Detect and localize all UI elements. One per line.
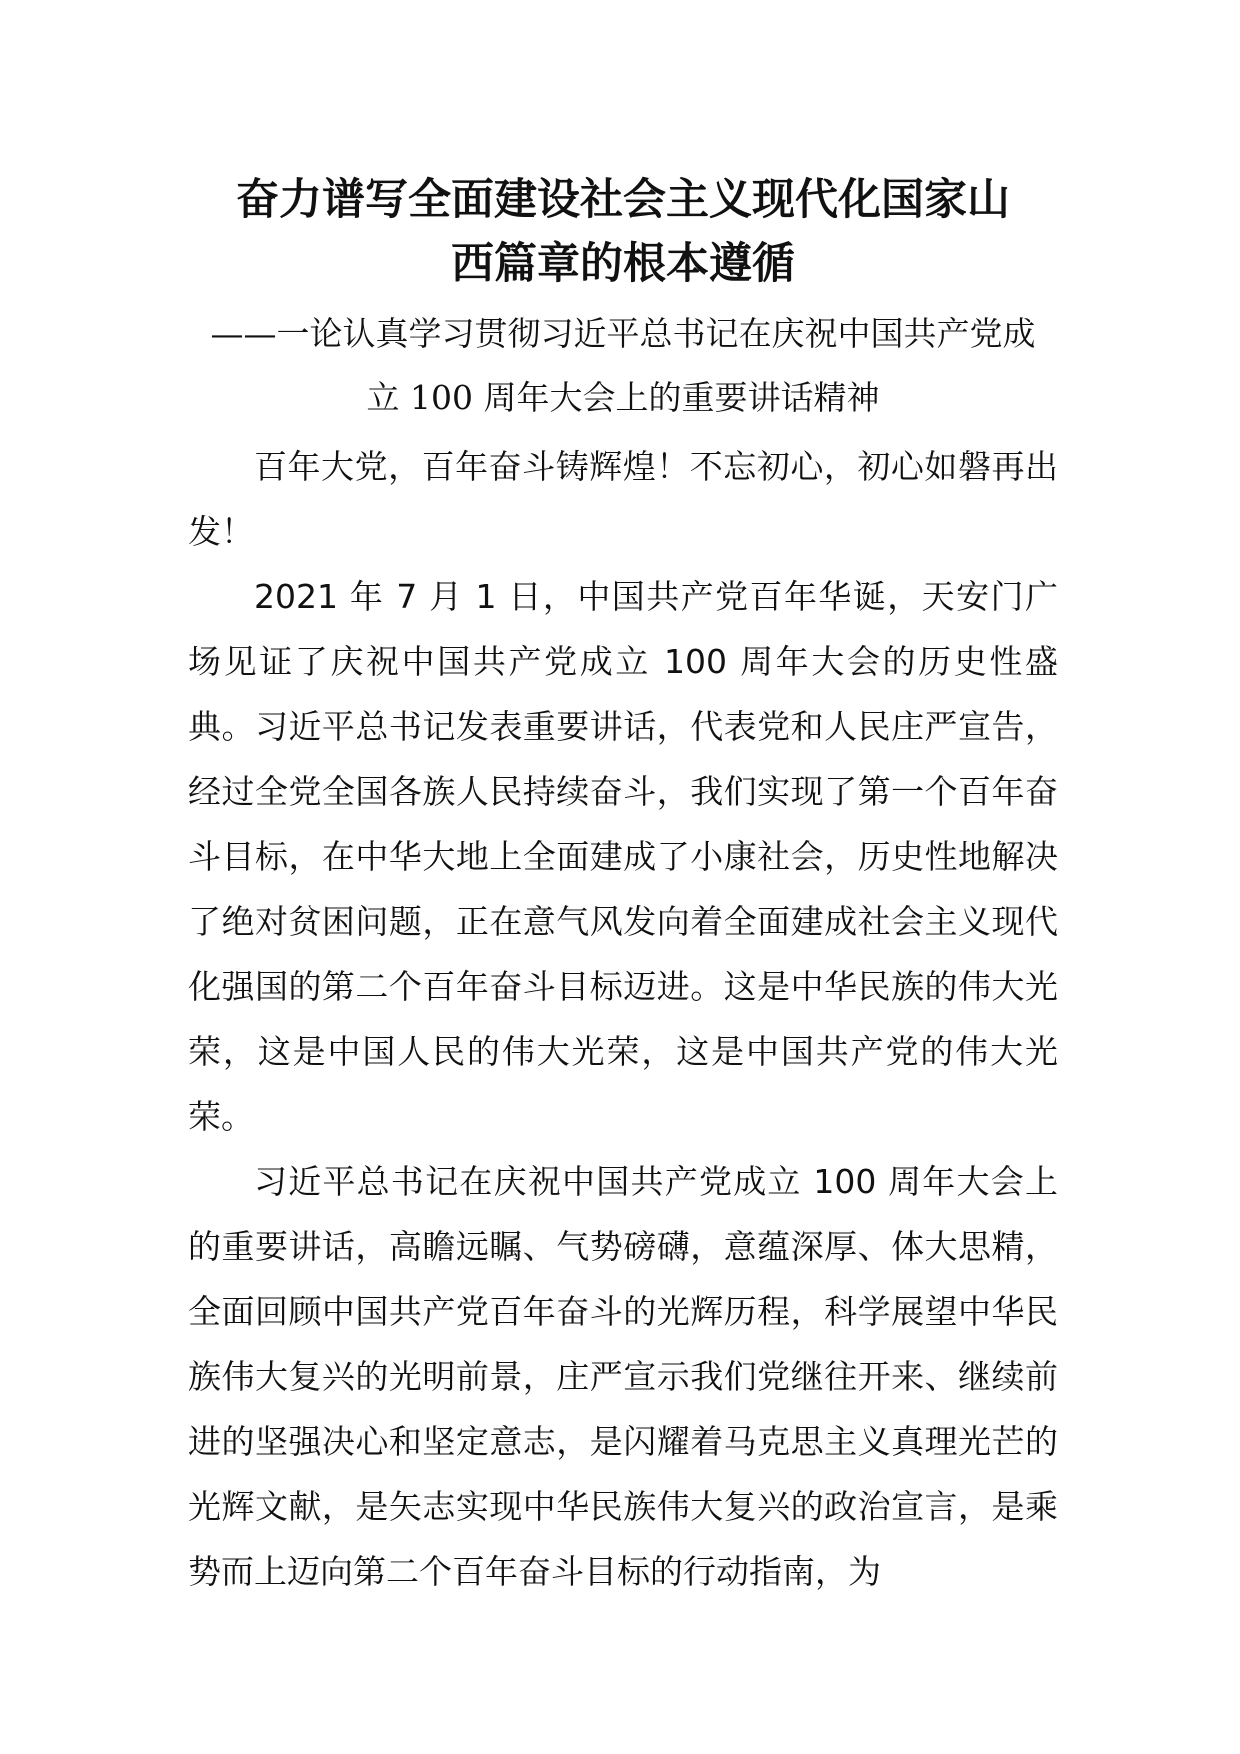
subtitle-line-1: ——一论认真学习贯彻习近平总书记在庆祝中国共产党成 [210, 314, 1036, 353]
document-content [188, 168, 1058, 1604]
paragraph-2: 2021 年 7 月 1 日，中国共产党百年华诞，天安门广场见证了庆祝中国共产党成立 100 周年大会的历史性盛典。习近平总书记发表重要讲话，代表党和人民庄严宣告，经过全党全国各族人民持续奋斗，我们实现了第一个百年奋斗目标，在中华大地上全面建成了小康社会，历史性地解决了绝对贫困问题，正在意气风发向着全面建成社会主义现代化强国的第二个百年奋斗目标迈进。这是中华民族的伟大光荣，这是中国人民的伟大光荣，这是中国共产党的伟大光荣。 [188, 577, 1058, 1136]
paragraph-1: 百年大党，百年奋斗铸辉煌！不忘初心，初心如磐再出发！ [188, 447, 1058, 551]
subtitle-line-2: 立 100 周年大会上的重要讲话精神 [366, 378, 880, 417]
title-line-1: 奋力谱写全面建设社会主义现代化国家山 [236, 175, 1010, 225]
paragraph-3: 习近平总书记在庆祝中国共产党成立 100 周年大会上的重要讲话，高瞻远瞩、气势磅礴，意蕴深厚、体大思精，全面回顾中国共产党百年奋斗的光辉历程，科学展望中华民族伟大复兴的光明前景，庄严宣示我们党继往开来、继续前进的坚强决心和坚定意志，是闪耀着马克思主义真理光芒的光辉文献，是矢志实现中华民族伟大复兴的政治宣言，是乘势而上迈向第二个百年奋斗目标的行动指南，为 [188, 1162, 1058, 1591]
document-subtitle [188, 302, 1058, 430]
title-line-2: 西篇章的根本遵循 [451, 239, 795, 289]
document-title [188, 168, 1058, 296]
